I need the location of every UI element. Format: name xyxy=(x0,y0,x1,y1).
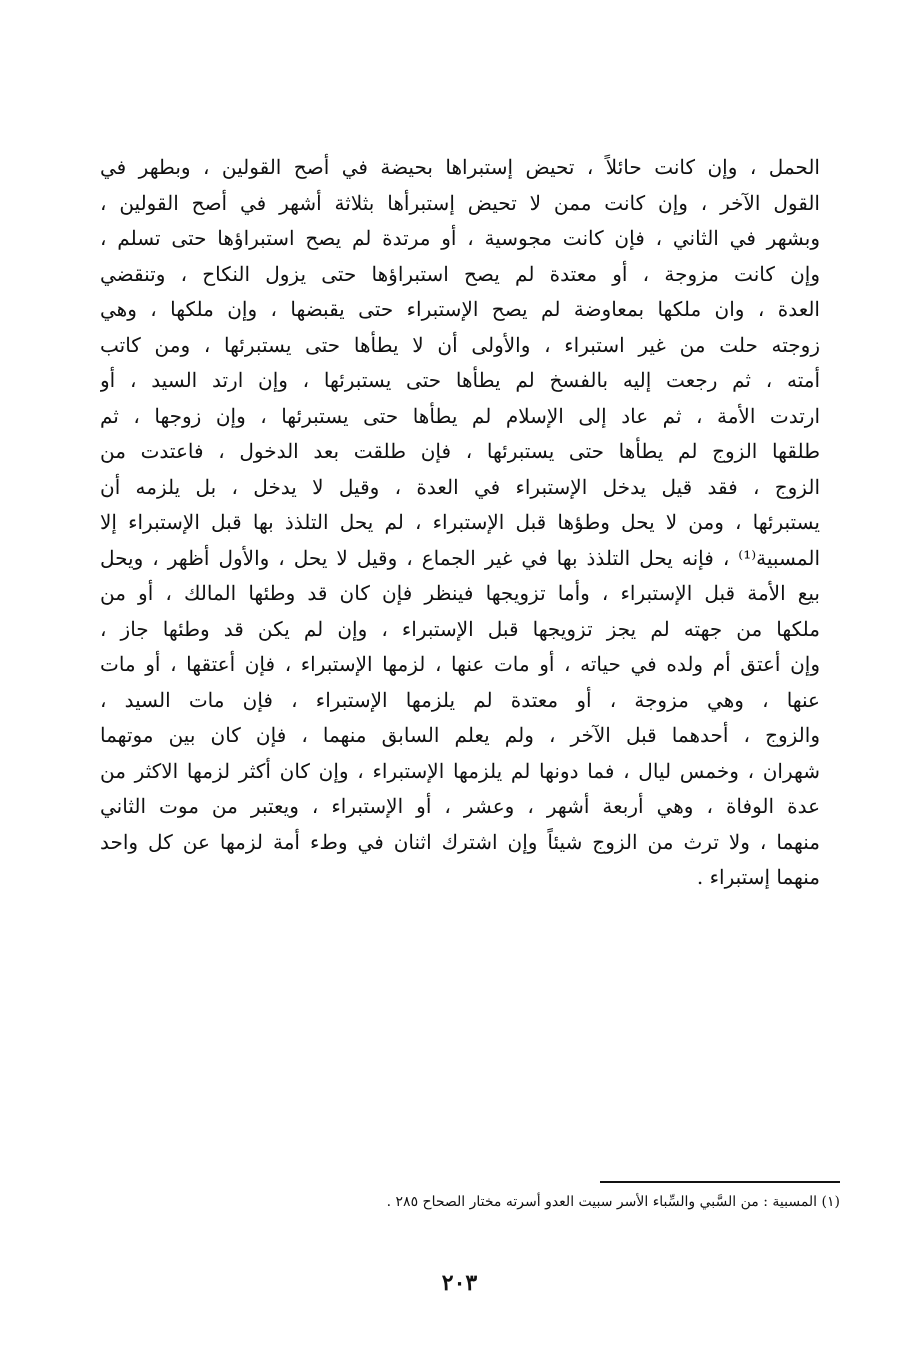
text-line-6: زوجته حلت من غير استبراء ، والأولى أن لا يطأها حتى يستبرئها ، ومن كاتب xyxy=(100,332,820,357)
text-line-14: ملكها من جهته لم يجز تزويجها قبل الإستبراء ، وإن لم يكن قد وطئها جاز ، xyxy=(100,616,820,641)
text-line-21: منهما إستبراء . xyxy=(696,865,820,889)
text-line-1: الحمل ، وإن كانت حائلاً ، تحيض إستبراها بحيضة في أصح القولين ، وبطهر في xyxy=(100,155,820,179)
body-text xyxy=(100,150,820,896)
text-line-12: المسبية⁽¹⁾ ، فإنه يحل التلذذ بها في غير الجماع ، وقيل لا يحل ، والأول أظهر ، ويحل xyxy=(100,545,820,570)
text-line-18: شهران ، وخمس ليال ، فما دونها لم يلزمها الإستبراء ، وإن كان أكثر لزمها الاكثر من xyxy=(100,758,820,783)
text-line-2: القول الآخر ، وإن كانت ممن لا تحيض إستبرأها بثلاثة أشهر في أصح القولين ، xyxy=(100,190,820,215)
text-line-10: الزوج ، فقد قيل يدخل الإستبراء في العدة ، وقيل لا يدخل ، بل يلزمه أن xyxy=(100,474,820,499)
footnote: (١) المسبية : من السَّبي والسِّباء الأسر سبيت العدو أسرته مختار الصحاح ٢٨٥ . xyxy=(386,1194,840,1210)
page-number: ٢٠٣ xyxy=(441,1270,478,1296)
text-line-9: طلقها الزوج لم يطأها حتى يستبرئها ، فإن طلقت بعد الدخول ، فاعتدت من xyxy=(100,439,820,463)
footnote-divider xyxy=(600,1181,840,1183)
text-line-19: عدة الوفاة ، وهي أربعة أشهر ، وعشر ، أو الإستبراء ، ويعتبر من موت الثاني xyxy=(100,794,820,818)
text-line-16: عنها ، وهي مزوجة ، أو معتدة لم يلزمها الإستبراء ، فإن مات السيد ، xyxy=(100,687,820,712)
text-line-15: وإن أعتق أم ولده في حياته ، أو مات عنها ، لزمها الإستبراء ، فإن أعتقها ، أو مات xyxy=(100,652,820,676)
text-line-5: العدة ، وان ملكها بمعاوضة لم يصح الإستبراء حتى يقبضها ، وإن ملكها ، وهي xyxy=(100,297,820,321)
text-line-13: بيع الأمة قبل الإستبراء ، وأما تزويجها فينظر فإن كان قد وطئها المالك ، أو من xyxy=(100,581,820,605)
text-line-17: والزوج ، أحدهما قبل الآخر ، ولم يعلم السابق منهما ، فإن كان بين موتهما xyxy=(100,723,820,747)
text-line-7: أمته ، ثم رجعت إليه بالفسخ لم يطأها حتى يستبرئها ، وإن ارتد السيد ، أو xyxy=(100,368,820,392)
text-line-8: ارتدت الأمة ، ثم عاد إلى الإسلام لم يطأها حتى يستبرئها ، وإن زوجها ، ثم xyxy=(100,403,820,428)
text-line-4: وإن كانت مزوجة ، أو معتدة لم يصح استبراؤها حتى يزول النكاح ، وتنقضي xyxy=(100,261,820,286)
text-line-20: منهما ، ولا ترث من الزوج شيئاً وإن اشترك اثنان في وطء أمة لزمها عن كل واحد xyxy=(100,829,820,854)
text-line-11: يستبرئها ، ومن لا يحل وطؤها قبل الإستبراء ، لم يحل التلذذ بها قبل الإستبراء إلا xyxy=(100,510,820,534)
text-line-3: وبشهر في الثاني ، فإن كانت مجوسية ، أو مرتدة لم يصح استبراؤها حتى تسلم ، xyxy=(100,226,820,250)
